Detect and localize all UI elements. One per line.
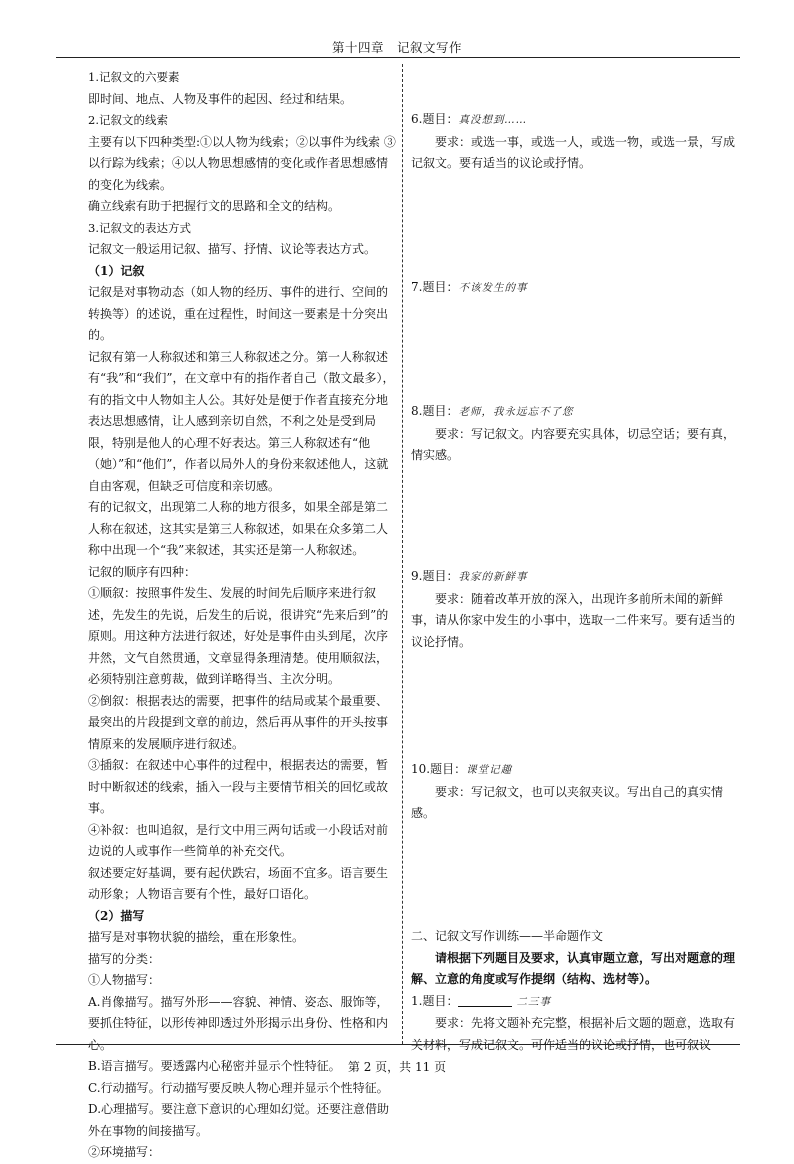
topic-title: 我家的新鲜事: [458, 571, 528, 583]
subsection-title: （2）描写: [88, 908, 145, 923]
paragraph: B.语言描写。要透露内心秘密并显示个性特征。: [88, 1059, 341, 1073]
paragraph: ②环境描写：: [88, 1145, 161, 1159]
paragraph: D.心理描写。要注意下意识的心理如幻觉。还要注意借助外在事物的间接描写。: [88, 1102, 390, 1138]
paragraph: ②倒叙：根据表达的需要，把事件的结局或某个最重要、最突出的片段提到文章的前边，然后再从事件的开头按事情原来的发展顺序进行叙述。: [88, 693, 389, 751]
section-intro: 请根据下列题目及要求，认真审题立意，写出对题意的理解、立意的角度或写作提纲（结构、选材等）。: [411, 950, 736, 986]
topic-line: [411, 991, 736, 1014]
fill-blank: [458, 994, 512, 1007]
page-header: 第十四章 记叙文写作: [331, 40, 462, 55]
topic-title: 课堂记趣: [466, 764, 513, 776]
column-divider: [402, 64, 403, 1044]
subsection-title: （1）记叙: [88, 263, 145, 278]
topic-line: [411, 401, 736, 424]
topic-label: 1.题目：: [411, 993, 459, 1008]
topic-label: 7.题目：: [411, 280, 459, 294]
topic-requirement: 要求：写记叙文，也可以夹叙夹议。写出自己的真实情感。: [411, 784, 724, 820]
paragraph: 有的记叙文，出现第二人称的地方很多，如果全部是第二人称在叙述，这其实是第三人称叙述，如果在众多第二人称中出现一个“我”来叙述，其实还是第一人称叙述。: [88, 500, 389, 557]
footer-rule: [56, 1044, 740, 1045]
paragraph: A.肖像描写。描写外形——容貌、神情、姿态、服饰等，要抓住特征，以形传神即透过外形揭示出身份、性格和内心。: [88, 994, 389, 1052]
paragraph: 描写是对事物状貌的描绘，重在形象性。: [88, 930, 305, 944]
paragraph: 即时间、地点、人物及事件的起因、经过和结果。: [88, 91, 353, 106]
topic-requirement: 要求：或选一事，或选一人，或选一物，或选一景，写成记叙文。要有适当的议论或抒情。: [411, 134, 736, 170]
left-column: [88, 67, 396, 1164]
topic-requirement: 要求：写记叙文。内容要充实具体，切忌空话；要有真，情实感。: [411, 426, 736, 462]
topic-line: [411, 109, 736, 132]
paragraph: ①人物描写：: [88, 973, 161, 987]
topic-label: 6.题目：: [411, 112, 459, 126]
page-footer: 第 2 页，共 11 页: [347, 1060, 447, 1074]
paragraph: 确立线索有助于把握行文的思路和全文的结构。: [88, 199, 341, 213]
topic-label: 8.题目：: [411, 404, 459, 418]
paragraph: 叙述要定好基调，要有起伏跌宕，场面不宜多。语言要生动形象；人物语言要有个性，最好口语化。: [88, 865, 389, 901]
paragraph: ③插叙：在叙述中心事件的过程中，根据表达的需要，暂时中断叙述的线索，插入一段与主要情节相关的回忆或故事。: [88, 758, 389, 815]
section-title: 二、记叙文写作训练——半命题作文: [411, 929, 604, 943]
topic-line: [411, 277, 736, 300]
topic-title: 真没想到……: [458, 114, 528, 126]
paragraph: ①顺叙：按照事件发生、发展的时间先后顺序来进行叙述，先发生的先说，后发生的后说，很讲究“先来后到”的原则。用这种方法进行叙述，好处是事件由头到尾，次序井然，文气自然贯通，文章显得条理清楚。使用顺叙法，必须特别注意剪裁，做到详略得当、主次分明。: [88, 586, 389, 686]
topic-requirement: 要求：先将文题补充完整，根据补后文题的题意，选取有关材料，写成记叙文。可作适当的议论或抒情，也可叙议: [411, 1016, 736, 1052]
topic-line: [411, 566, 736, 589]
paragraph: 主要有以下四种类型:①以人物为线索；②以事件为线索 ③以行踪为线索；④以人物思想感情的变化或作者思想感情的变化为线索。: [88, 134, 396, 192]
paragraph: 描写的分类：: [88, 951, 161, 966]
paragraph: ④补叙：也叫追叙，是行文中用三两句话或一小段话对前边说的人或事作一些简单的补充交代。: [88, 822, 389, 858]
section-title: 3.记叙文的表达方式: [88, 220, 191, 235]
topic-requirement: 要求：随着改革开放的深入，出现许多前所未闻的新鲜事，请从你家中发生的小事中，选取一二件来写。要有适当的议论抒情。: [411, 591, 736, 649]
paragraph: 记叙是对事物动态（如人物的经历、事件的进行、空间的转换等）的述说，重在过程性，时间这一要素是十分突出的。: [88, 285, 389, 342]
topic-line: [411, 759, 736, 782]
section-title: 2.记叙文的线索: [88, 113, 168, 127]
paragraph: 记叙有第一人称叙述和第三人称叙述之分。第一人称叙述有“我”和“我们”，在文章中有的指作者自己（散文最多），有的指文中人物如主人公。其好处是便于作者直接充分地表达思想感情，让人感到亲切自然，不利之处是受到局限，特别是他人的心理不好表达。第三人称叙述有“他（她）”和“他们”，作者以局外人的身份来叙述他人，这就自由客观，但缺乏可信度和亲切感。: [88, 349, 395, 493]
header-rule: [56, 57, 740, 58]
paragraph: 记叙文一般运用记叙、描写、抒情、议论等表达方式。: [88, 242, 377, 256]
topic-title: 不该发生的事: [458, 282, 528, 294]
topic-title: 老师，我永远忘不了您: [458, 406, 574, 418]
section-title: 1.记叙文的六要素: [88, 70, 180, 84]
topic-label: 9.题目：: [411, 569, 459, 583]
paragraph: 记叙的顺序有四种：: [88, 564, 197, 579]
topic-title: 二三事: [516, 995, 551, 1008]
paragraph: C.行动描写。行动描写要反映人物心理并显示个性特征。: [88, 1080, 389, 1095]
topic-label: 10.题目：: [411, 762, 467, 776]
